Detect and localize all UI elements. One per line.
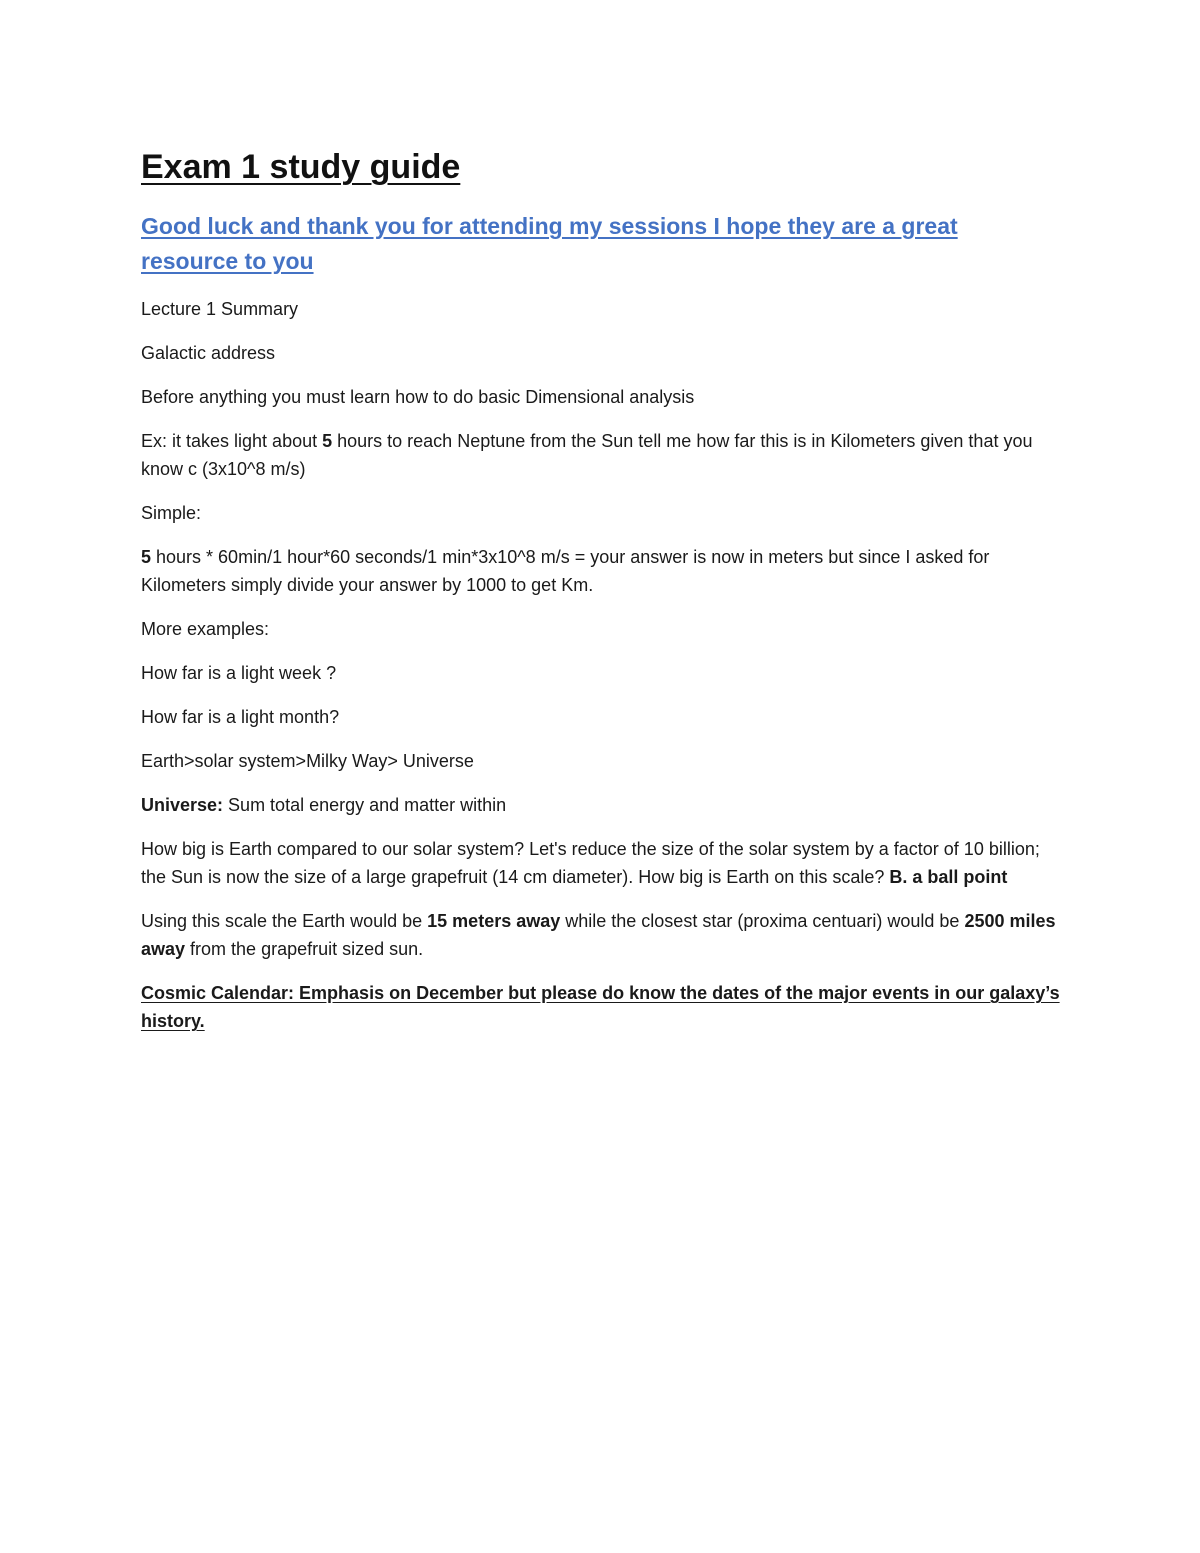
calc-text: hours * 60min/1 hour*60 seconds/1 min*3x10^8 m/s = your answer is now in meters but since I asked for Kilometers simply divide your answer by 1000 to get Km. xyxy=(141,547,990,595)
scale-star-distance: 2500 miles away xyxy=(141,911,1056,959)
example-paragraph xyxy=(141,427,1061,483)
earth-question-text: How big is Earth compared to our solar system? Let's reduce the size of the solar system by a factor of 10 billion; the Sun is now the size of a large grapefruit (14 cm diameter). How big is Earth on this scale? xyxy=(141,839,1040,887)
simple-label: Simple: xyxy=(141,503,202,523)
hierarchy-line: Earth>solar system>Milky Way> Universe xyxy=(141,751,474,771)
universe-label: Universe: xyxy=(141,795,224,815)
earth-scale-question xyxy=(141,835,1061,891)
document-content xyxy=(141,145,1061,1051)
lecture-heading: Lecture 1 Summary xyxy=(141,299,299,319)
scale-text-c: while the closest star (proxima centuari) would be xyxy=(560,911,965,931)
example-text-a: Ex: it takes light about xyxy=(141,431,323,451)
light-week-question: How far is a light week ? xyxy=(141,663,337,683)
scale-text-a: Using this scale the Earth would be xyxy=(141,911,428,931)
cosmic-calendar-note: Cosmic Calendar: Emphasis on December but please do know the dates of the major events in our galaxy’s history. xyxy=(141,983,1060,1031)
example-text-c: hours to reach Neptune from the Sun tell me how far this is in Kilometers given that you know c (3x10^8 m/s) xyxy=(141,431,1033,479)
example-hours-bold: 5 xyxy=(322,431,333,451)
calculation-paragraph xyxy=(141,543,1061,599)
galactic-address: Galactic address xyxy=(141,343,276,363)
scale-text-e: from the grapefruit sized sun. xyxy=(185,939,424,959)
light-month-question: How far is a light month? xyxy=(141,707,340,727)
scale-paragraph xyxy=(141,907,1061,963)
more-examples: More examples: xyxy=(141,619,270,639)
scale-earth-distance: 15 meters away xyxy=(427,911,561,931)
earth-answer: B. a ball point xyxy=(889,867,1008,887)
universe-text: Sum total energy and matter within xyxy=(223,795,507,815)
calc-hours-bold: 5 xyxy=(141,547,152,567)
universe-definition xyxy=(141,791,1061,819)
page-title: Exam 1 study guide xyxy=(141,148,461,186)
dimensional-analysis-intro: Before anything you must learn how to do basic Dimensional analysis xyxy=(141,387,695,407)
subtitle-link: Good luck and thank you for attending my sessions I hope they are a great resource to you xyxy=(141,213,958,274)
